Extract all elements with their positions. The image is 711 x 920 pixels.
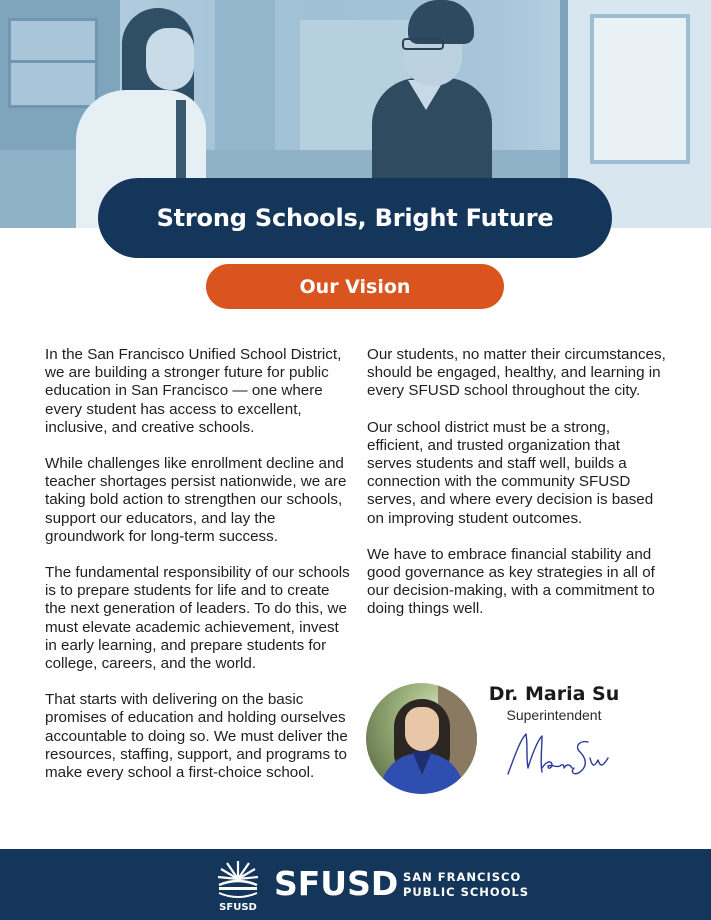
paragraph: Our students, no matter their circumstances, should be engaged, healthy, and learning in every SFUSD school throughout the city. <box>367 346 666 400</box>
portrait-face <box>405 707 439 751</box>
paragraph: That starts with delivering on the basic promises of education and holding ourselves accountable to doing so. We must deliver the resources, staffing, support, and programs to make every school a first-choice school. <box>45 691 348 782</box>
section-label-banner <box>206 264 504 309</box>
paragraph: While challenges like enrollment decline and teacher shortages persist nationwide, we are taking bold action to strengthen our schools, support our educators, and lay the groundwork for long-term success. <box>45 455 347 545</box>
superintendent-title: Superintendent <box>506 707 602 723</box>
logo-mark-label: SFUSD <box>219 902 257 913</box>
page-title: Strong Schools, Bright Future <box>156 204 554 232</box>
right-column <box>367 346 667 637</box>
left-column <box>45 346 350 800</box>
paragraph: We have to embrace financial stability and good governance as key strategies in all of our decision-making, with a commitment to doing things well. <box>367 545 655 618</box>
student-left-face <box>146 28 194 90</box>
hero-window-bar <box>8 60 98 63</box>
paragraph: The fundamental responsibility of our schools is to prepare students for life and to create the next generation of leaders. To do this, we must elevate academic achievement, invest in early learning, and prepare students for college, careers, and the world. <box>45 564 350 673</box>
superintendent-portrait <box>366 683 477 794</box>
section-label: Our Vision <box>299 275 411 298</box>
hero-door-glass <box>590 14 690 164</box>
title-banner <box>98 178 612 258</box>
footer-logo-subtitle-line: PUBLIC SCHOOLS <box>403 885 530 899</box>
footer-logo-text: SFUSD <box>274 864 399 903</box>
hero-window <box>8 18 98 108</box>
superintendent-name: Dr. Maria Su <box>488 683 620 705</box>
footer-logo-subtitle <box>403 870 529 900</box>
sfusd-bridge-logo-icon <box>213 857 263 913</box>
footer-logo-subtitle-line: SAN FRANCISCO <box>403 870 522 884</box>
paragraph: In the San Francisco Unified School District, we are building a stronger future for public education in San Francisco — one where every student has access to excellent, inclusive, and creative schools. <box>45 346 342 436</box>
student-left-lanyard <box>176 100 186 180</box>
student-right-glasses <box>402 38 444 50</box>
paragraph: Our school district must be a strong, efficient, and trusted organization that serves students and staff well, builds a connection with the community SFUSD serves, and where every decision is based on improving student outcomes. <box>367 418 654 527</box>
signature-icon <box>504 728 614 782</box>
